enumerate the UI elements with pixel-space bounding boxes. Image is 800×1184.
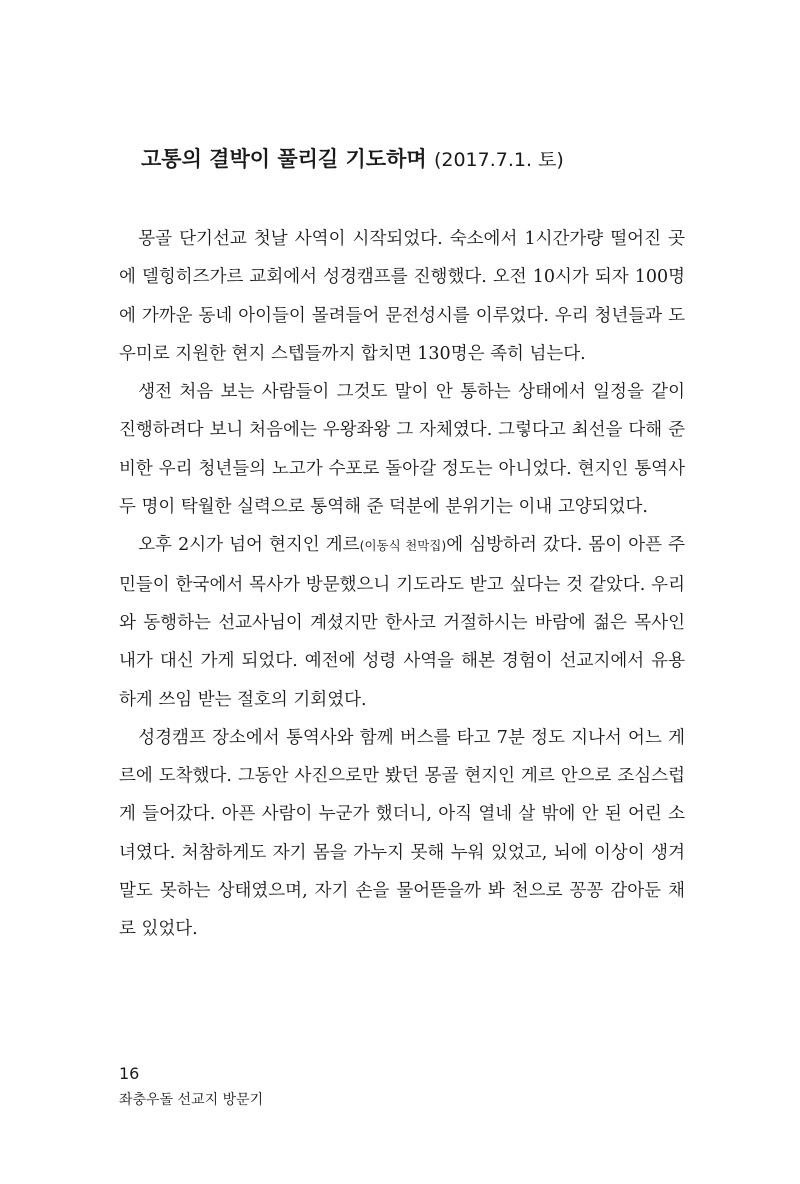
- paragraph-3: [119, 526, 685, 718]
- paragraph-3-start: 오후 2시가 넘어 현지인 게르: [138, 535, 360, 556]
- paragraph-3-rest: 에 심방하러 갔다. 몸이 아픈 주민들이 한국에서 목사가 방문했으니 기도라도 받고 싶다는 것 같았다. 우리와 동행하는 선교사님이 계셨지만 한사코 거절하시는 바람에 젊은 목사인 내가 대신 가게 되었다. 예전에 성령 사역을 해본 경험이 선교지에서 유용하게 쓰임 받는 절호의 기회였다.: [119, 535, 685, 710]
- chapter-title: 고통의 결박이 풀리길 기도하며: [141, 147, 427, 171]
- chapter-heading: [141, 144, 701, 175]
- paragraph-2: 생전 처음 보는 사람들이 그것도 말이 안 통하는 상태에서 일정을 같이 진행하려다 보니 처음에는 우왕좌왕 그 자체였다. 그렇다고 최선을 다해 준비한 우리 청년들의 노고가 수포로 돌아갈 정도는 아니었다. 현지인 통역사 두 명이 탁월한 실력으로 통역해 준 덕분에 분위기는 이내 고양되었다.: [119, 382, 685, 518]
- page-number: 16: [119, 1064, 140, 1083]
- ger-annotation: (이동식 천막집): [359, 538, 447, 554]
- running-footer-book-title: 좌충우돌 선교지 방문기: [119, 1092, 264, 1108]
- chapter-date: (2017.7.1. 토): [433, 149, 564, 171]
- paragraph-4: 성경캠프 장소에서 통역사와 함께 버스를 타고 7분 정도 지나서 어느 게르에 도착했다. 그동안 사진으로만 봤던 몽골 현지인 게르 안으로 조심스럽게 들어갔다. 아픈 사람이 누군가 했더니, 아직 열네 살 밖에 안 된 어린 소녀였다. 처참하게도 자기 몸을 가누지 못해 누워 있었고, 뇌에 이상이 생겨 말도 못하는 상태였으며, 자기 손을 물어뜯을까 봐 천으로 꽁꽁 감아둔 채로 있었다.: [119, 727, 685, 940]
- paragraph-1: 몽골 단기선교 첫날 사역이 시작되었다. 숙소에서 1시간가량 떨어진 곳에 델힝히즈가르 교회에서 성경캠프를 진행했다. 오전 10시가 되자 100명에 가까운 동네 아이들이 몰려들어 문전성시를 이루었다. 우리 청년들과 도우미로 지원한 현지 스텝들까지 합치면 130명은 족히 넘는다.: [119, 229, 685, 364]
- body-text: [119, 220, 685, 949]
